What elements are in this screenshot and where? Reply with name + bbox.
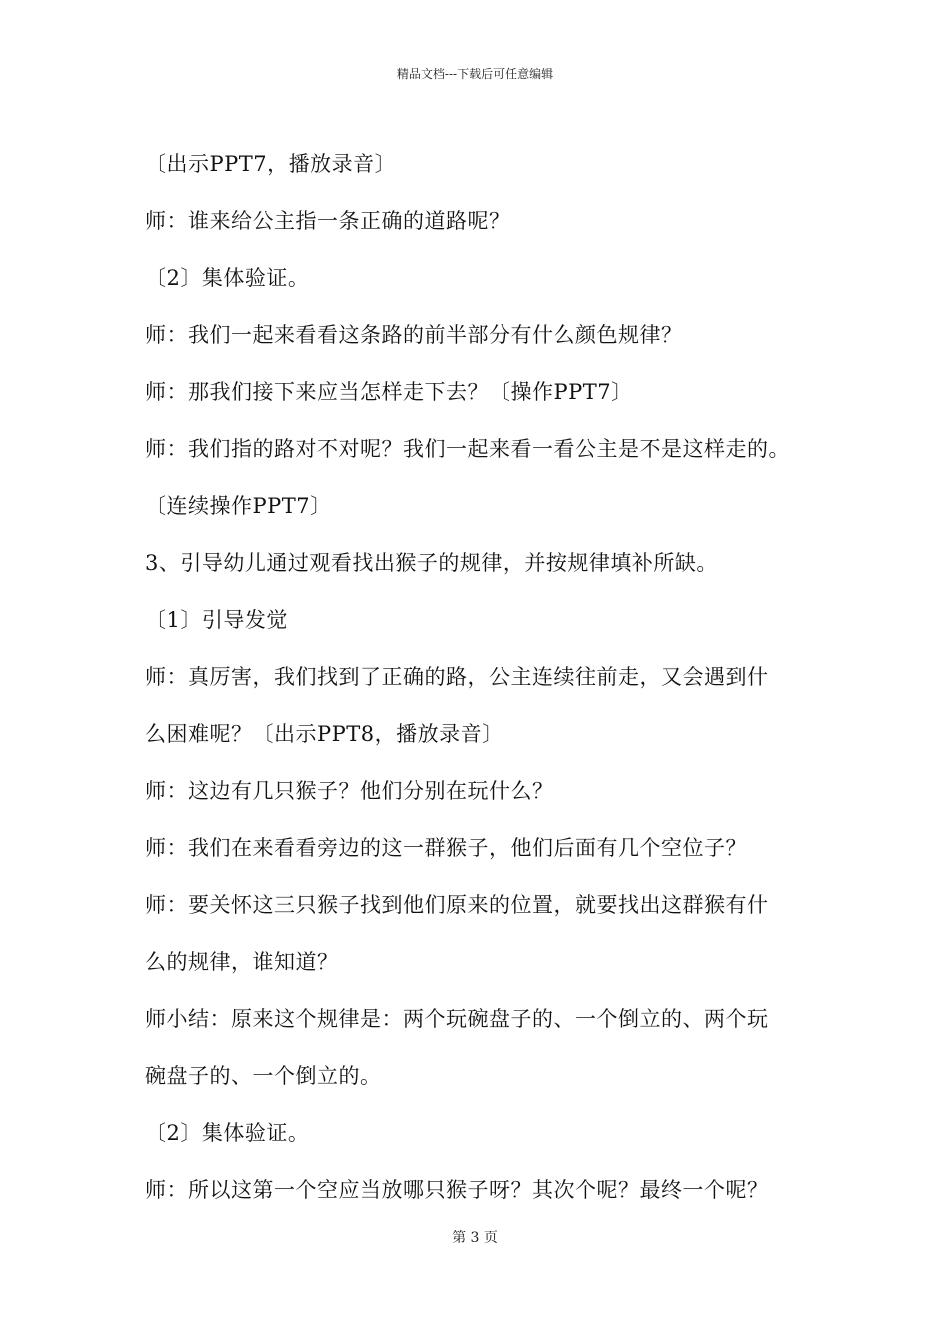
paragraph: 师：所以这第一个空应当放哪只猴子呀？其次个呢？最终一个呢？: [145, 1178, 769, 1202]
paragraph: 师小结：原来这个规律是：两个玩碗盘子的、一个倒立的、两个玩: [145, 1007, 769, 1031]
paragraph: 师：我们一起来看看这条路的前半部分有什么颜色规律？: [145, 323, 683, 347]
paragraph: 3、引导幼儿通过观看找出猴子的规律，并按规律填补所缺。: [145, 551, 718, 575]
paragraph: 〔连续操作PPT7〕: [145, 494, 332, 518]
page-header: 精品文档---下载后可任意编辑: [396, 67, 554, 81]
paragraph: 〔2〕集体验证。: [145, 266, 310, 290]
paragraph: 师：这边有几只猴子？他们分别在玩什么？: [145, 779, 554, 803]
document-body: [145, 136, 815, 1219]
paragraph: 〔2〕集体验证。: [145, 1121, 310, 1145]
paragraph: 师：我们在来看看旁边的这一群猴子，他们后面有几个空位子？: [145, 836, 747, 860]
paragraph: 师：我们指的路对不对呢？我们一起来看一看公主是不是这样走的。: [145, 437, 790, 461]
page-number: 第 3 页: [452, 1230, 498, 1246]
paragraph: 师：谁来给公主指一条正确的道路呢？: [145, 209, 511, 233]
paragraph: 师：真厉害，我们找到了正确的路，公主连续往前走，又会遇到什: [145, 665, 769, 689]
paragraph: 师：那我们接下来应当怎样走下去？〔操作PPT7〕: [145, 380, 633, 404]
paragraph: 〔1〕引导发觉: [145, 608, 288, 632]
paragraph: 碗盘子的、一个倒立的。: [145, 1064, 382, 1088]
paragraph: 师：要关怀这三只猴子找到他们原来的位置，就要找出这群猴有什: [145, 893, 769, 917]
paragraph: 〔出示PPT7，播放录音〕: [145, 152, 397, 176]
paragraph: 么困难呢？〔出示PPT8，播放录音〕: [145, 722, 504, 746]
paragraph: 么的规律，谁知道？: [145, 950, 339, 974]
